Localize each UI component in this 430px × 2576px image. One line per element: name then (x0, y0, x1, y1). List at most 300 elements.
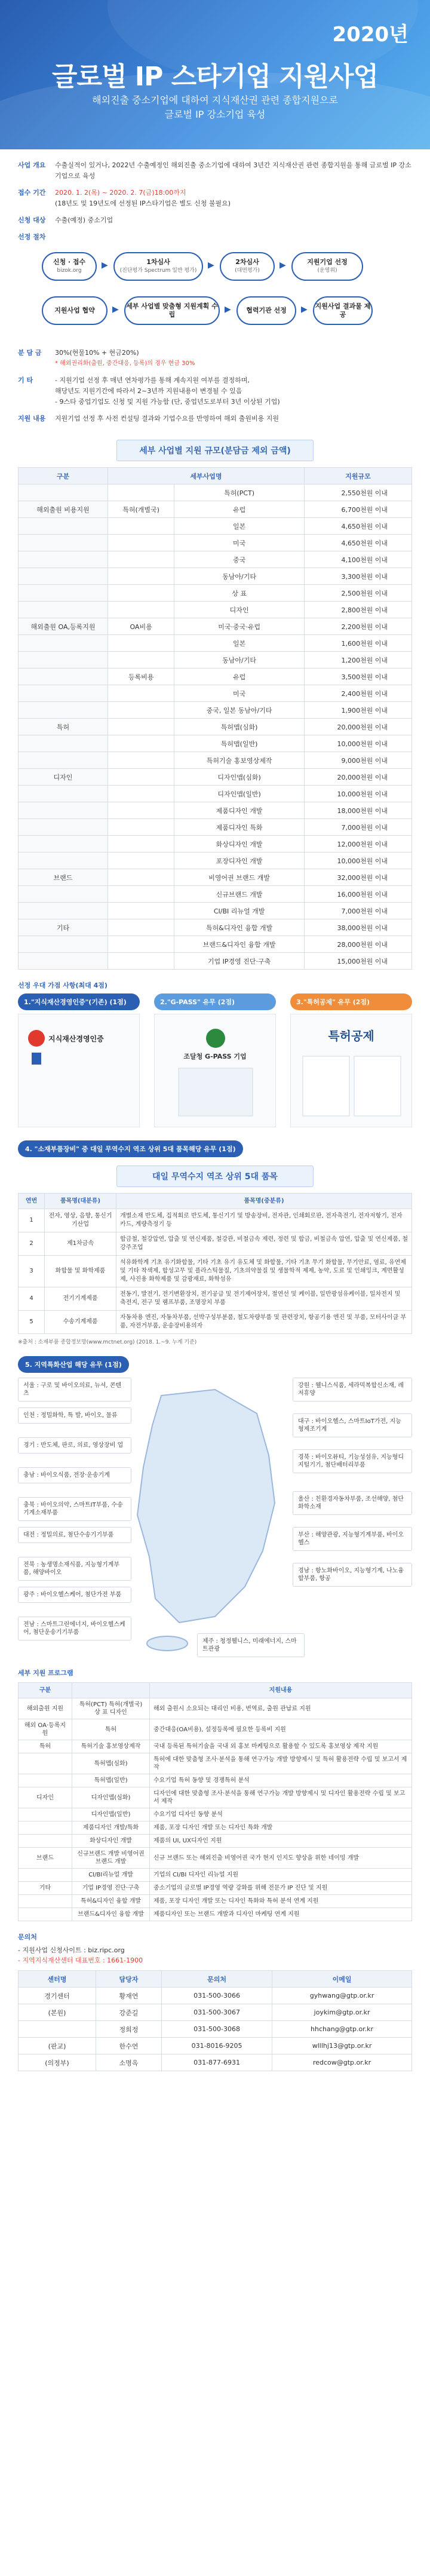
etc-line-1: - 지원기업 선정 후 매년 연차평가를 통해 계속지원 여부를 결정하며, (55, 376, 250, 384)
table-row (19, 886, 412, 903)
hero-subtitle-line-1: 해외진출 중소기업에 대하여 지식재산권 관련 종합지원으로 (92, 94, 338, 106)
major-item-cell: 화합물 및 화학제품 (45, 1256, 116, 1287)
region-incheon: 인천 : 정밀화학, 특 발, 바이오, 물류 (18, 1407, 131, 1424)
region-gwangju: 광주 : 바이오헬스케어, 첨단가전 부품 (18, 1587, 131, 1603)
purpose-text: 수출실적이 있거나, 2022년 수출예정인 해외진출 중소기업에 대하여 3년간 지식재산권 관련 종합지원을 통해 글로벌 IP 강소기업으로 육성 (55, 161, 411, 180)
flow-step-result-label: 지원사업 결과물 제공 (315, 302, 371, 318)
major-item-cell: 전기기계제품 (45, 1287, 116, 1311)
flow-step-selection (291, 252, 363, 281)
description-cell: 중간대응(OA비용), 설정등록에 필요한 등록비 지원 (150, 1719, 412, 1740)
bonus-logo-1-text: 지식재산경영인증 (48, 1035, 104, 1043)
support-amount-cell: 4,100천원 이내 (305, 551, 412, 568)
category-cell (19, 652, 108, 668)
table-header: 구분 (19, 1683, 72, 1698)
ratio-text: 30%(현물10% + 현금20%) (55, 349, 139, 357)
table-row (19, 568, 412, 585)
program-body (19, 1698, 412, 1921)
subcategory-cell (108, 786, 174, 802)
manager-cell: 강준길 (96, 2004, 162, 2021)
category-cell (19, 1774, 72, 1787)
program-cell: 디자인맵(심화) (72, 1787, 150, 1808)
contact-line-2: - 지역지식재산센터 대표번호 : 1661-1900 (18, 1956, 143, 1964)
flow-step-first-review-sub: (진단평가 Spectrum 일반 평가) (119, 268, 197, 274)
table-row (19, 1988, 412, 2004)
description-cell: 수요기업 디자인 동향 분석 (150, 1808, 412, 1821)
support-amount-cell: 7,000천원 이내 (305, 819, 412, 836)
program-name-cell: 특허기술 홍보영상제작 (174, 752, 305, 769)
region-gyeonggi: 경기 : 반도체, 판로, 의료, 영상장비 업 (18, 1437, 131, 1453)
region-gangwon: 강원 : 웰니스식품, 세라믹복합신소재, 레저휴양 (293, 1378, 412, 1402)
support-amount-cell: 16,000천원 이내 (305, 886, 412, 903)
support-scale-table (18, 467, 412, 970)
region-daejeon: 대전 : 정밀의료, 첨단수송기기부품 (18, 1527, 131, 1543)
table-header-row (19, 468, 412, 484)
bonus-doc-2-caption: 2."G-PASS" 유무 (2점) (154, 993, 276, 1010)
region-jeju: 제주 : 청정웰니스, 미래에너지, 스마트관광 (197, 1633, 305, 1657)
index-cell: 3 (19, 1256, 45, 1287)
support-amount-cell: 2,400천원 이내 (305, 685, 412, 702)
table-row (19, 852, 412, 869)
support-scale-body (19, 484, 412, 970)
support-amount-cell: 2,800천원 이내 (305, 602, 412, 618)
ratio-note: * 해외권리화(출원, 중간대응, 등록)의 경우 현금 30% (55, 360, 195, 367)
purpose-label: 사업 개요 (18, 161, 46, 169)
program-name-cell: 포장디자인 개발 (174, 852, 305, 869)
program-name-cell: 브랜드&디자인 융합 개발 (174, 936, 305, 953)
region-gyeongbuk: 경북 : 바이오뷰티, 기능성섬유, 지능형디지털기기, 첨단배터리부품 (293, 1449, 412, 1473)
description-cell: 특허에 대한 맞춤형 조사·분석을 통해 연구가능 개발 방향제시 및 특허 활용전략 수립 및 보고서 제작 (150, 1753, 412, 1774)
program-cell: 특허 (72, 1719, 150, 1740)
certificate-image (18, 1014, 140, 1127)
manager-cell: 한수연 (96, 2038, 162, 2054)
program-cell: 기업 IP경영 진단·구축 (72, 1882, 150, 1895)
table-row (19, 953, 412, 970)
contact-line-1: - 지원사업 신청사이트 : biz.ripc.org (18, 1946, 125, 1954)
category-cell: 해외출원 지원 (19, 1698, 72, 1719)
index-cell: 4 (19, 1287, 45, 1311)
regional-heading: 5. 지역특화산업 해당 유무 (1점) (18, 1356, 129, 1373)
minor-item-cell: 자동차용 엔진, 자동차부품, 선박구성부분품, 철도차량부품 및 관련장치, 항공기용 엔진 및 부품, 모터사이클 부품, 자전거부품, 운송장비용의자 (116, 1311, 412, 1334)
program-cell: 특허(PCT) 특허(개별국) 상 표 디자인 (72, 1698, 150, 1719)
region-busan: 부산 : 해양관광, 지능형기계부품, 바이오헬스 (293, 1527, 412, 1551)
table-row (19, 668, 412, 685)
description-cell: 국내 등록된 특허기술을 국내 외 홍보 마케팅으로 활용할 수 있도록 홍보영상 제작 지원 (150, 1740, 412, 1753)
table-row (19, 685, 412, 702)
support-amount-cell: 1,900천원 이내 (305, 702, 412, 719)
table-row (19, 585, 412, 602)
flow-step-agreement-label: 지원사업 협약 (54, 306, 95, 314)
info-section (0, 149, 430, 252)
region-chungnam: 충남 : 바이오식품, 전장·운송기계 (18, 1467, 131, 1483)
table-row (19, 652, 412, 668)
table-row (19, 1774, 412, 1787)
category-cell (19, 802, 108, 819)
category-cell (19, 752, 108, 769)
category-cell (19, 702, 108, 719)
trade-deficit-table (18, 1193, 412, 1334)
major-item-cell: 제1차금속 (45, 1232, 116, 1256)
target-row (18, 215, 412, 226)
subcategory-cell: 등록비용 (108, 668, 174, 685)
period-label: 접수 기간 (18, 189, 46, 197)
table-row (19, 551, 412, 568)
detail-text: 지원기업 선정 후 사전 컨설팅 결과와 기업수요를 반영하여 해외 출원비용 지원 (55, 415, 279, 422)
description-cell: 해외 출원시 소요되는 대리인 비용, 번역료, 출원 관납료 지원 (150, 1698, 412, 1719)
category-cell (19, 535, 108, 551)
flow-step-plan-label: 세부 사업별 맞춤형 지원계획 수립 (126, 302, 218, 318)
support-amount-cell: 32,000천원 이내 (305, 869, 412, 886)
program-name-cell: 미국 (174, 535, 305, 551)
period-note: (18년도 및 19년도에 선정된 IP스타기업은 별도 신청 불필요) (55, 200, 231, 207)
program-cell: 특허맵(일반) (72, 1774, 150, 1787)
program-name-cell: 동남아/기타 (174, 652, 305, 668)
table-row (19, 769, 412, 786)
bonus-logo-2-text: 조달청 G-PASS 기업 (183, 1053, 247, 1060)
support-amount-cell: 10,000천원 이내 (305, 786, 412, 802)
description-cell: 신규 브랜드 또는 해외진출 비영어권 국가 현지 인지도 향상을 위한 네이밍 개발 (150, 1848, 412, 1869)
category-cell (19, 1869, 72, 1882)
program-name-cell: 제품디자인 개발 (174, 802, 305, 819)
flow-step-selection-sub: (운영위) (317, 268, 337, 274)
category-cell (19, 635, 108, 652)
contact-body (19, 1988, 412, 2071)
contact-section (18, 1932, 412, 2071)
program-name-cell: 유럽 (174, 501, 305, 518)
category-cell: 기타 (19, 1882, 72, 1895)
support-amount-cell: 2,200천원 이내 (305, 618, 412, 635)
table-row (19, 919, 412, 936)
category-cell: 특허 (19, 719, 108, 735)
info-section-2 (0, 345, 430, 434)
program-name-cell: 특허&디자인 융합 개발 (174, 919, 305, 936)
gpass-logo-icon (155, 1014, 276, 1127)
category-cell (19, 1753, 72, 1774)
center-cell (19, 2021, 96, 2038)
category-cell (19, 568, 108, 585)
program-cell: 특허맵(심화) (72, 1753, 150, 1774)
hero-banner (0, 0, 430, 149)
bonus-doc-2 (154, 993, 276, 1127)
description-cell: 제품, 포장 디자인 개발 또는 디자인 특화와 특허 분석 연계 지원 (150, 1895, 412, 1908)
center-cell: (의정부) (19, 2054, 96, 2071)
flow-step-first-review-label: 1차심사 (146, 258, 170, 266)
table-row (19, 602, 412, 618)
flow-step-apply-sub: bizok.org (57, 268, 82, 274)
program-name-cell: 비영어권 브랜드 개발 (174, 869, 305, 886)
table-header: 지원내용 (150, 1683, 412, 1698)
program-name-cell: 특허(PCT) (174, 484, 305, 501)
table-row (19, 1808, 412, 1821)
table-row (19, 802, 412, 819)
program-name-cell: 기업 IP경영 진단·구축 (174, 953, 305, 970)
period-row (18, 188, 412, 209)
table-row (19, 1821, 412, 1835)
table-row (19, 2004, 412, 2021)
table-header: 품목명(대분류) (45, 1194, 116, 1209)
region-ulsan: 울산 : 친환경자동차부품, 조선해양, 첨단화학소재 (293, 1491, 412, 1515)
arrow-right-icon: ▶ (112, 305, 119, 314)
subcategory-cell (108, 719, 174, 735)
table-row (19, 484, 412, 501)
program-name-cell: 유럽 (174, 668, 305, 685)
subcategory-cell (108, 919, 174, 936)
subcategory-cell (108, 702, 174, 719)
table-row (19, 719, 412, 735)
support-amount-cell: 15,000천원 이내 (305, 953, 412, 970)
category-cell (19, 585, 108, 602)
subcategory-cell (108, 551, 174, 568)
table-row (19, 1787, 412, 1808)
category-cell (19, 836, 108, 852)
category-cell (19, 1908, 72, 1921)
category-cell (19, 903, 108, 919)
trade-deficit-section (18, 1140, 412, 1345)
table-row (19, 1209, 412, 1232)
category-cell (19, 551, 108, 568)
program-name-cell: 동남아/기타 (174, 568, 305, 585)
minor-item-cell: 합금철, 철강압연, 압출 및 연신제품, 철강관, 비철금속 제련, 정련 및 합금, 비철금속 압연, 압출 및 연신제품, 철강주조업 (116, 1232, 412, 1256)
table-header-row (19, 1683, 412, 1698)
category-cell (19, 1895, 72, 1908)
table-row (19, 1719, 412, 1740)
table-row (19, 1835, 412, 1848)
program-name-cell: 화상디자인 개발 (174, 836, 305, 852)
category-cell (19, 1835, 72, 1848)
index-cell: 5 (19, 1311, 45, 1334)
table-header: 이메일 (272, 1971, 412, 1988)
trade-deficit-body (19, 1209, 412, 1334)
subcategory-cell (108, 735, 174, 752)
program-name-cell: CI/BI 리뉴얼 개발 (174, 903, 305, 919)
description-cell: 디자인에 대한 맞춤형 조사·분석을 통해 연구가능 개발 방향제시 및 디자인 활용전략 수립 및 보고서 제작 (150, 1787, 412, 1808)
category-cell (19, 484, 108, 501)
major-item-cell: 수송기계제품 (45, 1311, 116, 1334)
phone-cell: 031-500-3066 (162, 1988, 272, 2004)
table-row (19, 1895, 412, 1908)
category-cell: 브랜드 (19, 1848, 72, 1869)
support-amount-cell: 20,000천원 이내 (305, 719, 412, 735)
description-cell: 중소기업의 글로벌 IP경영 역량 강화를 위해 전문가 IP 진단 및 지원 (150, 1882, 412, 1895)
index-cell: 1 (19, 1209, 45, 1232)
support-amount-cell: 6,700천원 이내 (305, 501, 412, 518)
subcategory-cell (108, 652, 174, 668)
subcategory-cell (108, 484, 174, 501)
region-gyeongnam: 경남 : 항노화바이오, 지능형기계, 나노융합부품, 항공 (293, 1563, 412, 1587)
table-header: 품목명(중분류) (116, 1194, 412, 1209)
category-cell (19, 518, 108, 535)
arrow-right-icon: ▶ (102, 260, 108, 270)
category-cell: 디자인 (19, 1787, 72, 1808)
support-amount-cell: 2,550천원 이내 (305, 484, 412, 501)
center-cell: 경기센터 (19, 1988, 96, 2004)
flow-step-selection-label: 지원기업 선정 (307, 258, 348, 266)
support-amount-cell: 3,500천원 이내 (305, 668, 412, 685)
table-row (19, 1256, 412, 1287)
subcategory-cell (108, 769, 174, 786)
subcategory-cell (108, 602, 174, 618)
program-table (18, 1682, 412, 1921)
process-row (18, 232, 412, 243)
support-amount-cell: 1,200천원 이내 (305, 652, 412, 668)
hero-subtitle (0, 93, 430, 122)
table-header: 연번 (19, 1194, 45, 1209)
program-name-cell: 중국, 일본 동남아/기타 (174, 702, 305, 719)
support-amount-cell: 1,600천원 이내 (305, 635, 412, 652)
patent-mutual-aid-image (290, 1014, 412, 1127)
program-section (18, 1668, 412, 1921)
email-cell: hhchang@gtp.or.kr (272, 2021, 412, 2038)
bonus-doc-3-caption: 3."특허공제" 유무 (2점) (290, 993, 412, 1010)
program-name-cell: 중국 (174, 551, 305, 568)
table-row (19, 1753, 412, 1774)
table-row (19, 1698, 412, 1719)
description-cell: 수요기업 특허 동향 및 경쟁특허 분석 (150, 1774, 412, 1787)
support-amount-cell: 4,650천원 이내 (305, 518, 412, 535)
arrow-right-icon: ▶ (301, 305, 308, 314)
table-row (19, 1882, 412, 1895)
table-header-row (19, 1971, 412, 1988)
detail-row (18, 413, 412, 424)
email-cell: wlllhj13@gtp.or.kr (272, 2038, 412, 2054)
table-row (19, 735, 412, 752)
program-name-cell: 특허맵(심화) (174, 719, 305, 735)
flow-step-apply-label: 신청 · 접수 (53, 258, 86, 266)
regional-heading-wrap (18, 1356, 412, 1373)
subcategory-cell (108, 685, 174, 702)
etc-line-2: 해당년도 지원기간에 따라서 2~3년까 지원내용이 변경될 수 있음 (55, 387, 242, 395)
category-cell: 해외 OA·등록지원 (19, 1719, 72, 1740)
region-chungbuk: 충북 : 바이오의약, 스마트IT부품, 수송기계소재부품 (18, 1497, 131, 1521)
etc-line-3: - 9스타 중업기업도 신청 및 지원 가능함 (단, 중업년도로부터 3년 이상된 기업) (55, 398, 280, 406)
description-cell: 제품의 UI, UX디자인 지원 (150, 1835, 412, 1848)
hero-title: 글로벌 IP 스타기업 지원사업 (51, 62, 379, 92)
email-cell: gyhwang@gtp.or.kr (272, 1988, 412, 2004)
phone-cell: 031-877-6931 (162, 2054, 272, 2071)
table-row (19, 786, 412, 802)
region-seoul: 서울 : 구로 및 바이오의료, 뉴셔, 콘텐츠 (18, 1378, 131, 1402)
process-flow (18, 252, 412, 342)
minor-item-cell: 개별소재 반도체, 집적회로 반도체, 통신기기 및 방송장비, 전자관, 인쇄회로판, 전자축전기, 전자저항기, 전자카드, 계량측정기 등 (116, 1209, 412, 1232)
support-scale-title: 세부 사업별 지원 규모(분담금 제외 금액) (116, 440, 314, 461)
subcategory-cell: OA비용 (108, 618, 174, 635)
manager-cell: 정희정 (96, 2021, 162, 2038)
table-row (19, 1287, 412, 1311)
table-header: 센터명 (19, 1971, 96, 1988)
table-header (72, 1683, 150, 1698)
region-daegu: 대구 : 바이오헬스, 스마트IoT가전, 지능형제조기계 (293, 1413, 412, 1437)
region-jeonnam: 전남 : 스마트그린에너지, 바이오헬스케어, 첨단운송기기부품 (18, 1617, 131, 1640)
flow-step-second-review (220, 252, 275, 281)
table-row (19, 1311, 412, 1334)
table-row (19, 2054, 412, 2071)
table-row (19, 618, 412, 635)
minor-item-cell: 석유화학계 기초 유기화합물, 기타 기초 유기 유도체 및 화합물, 기타 기초 무기 화합물, 무기안료, 염료, 유연제 및 기타 착색제, 합성고무 및 플라스틱물질, 기초의약물질 및 생물학적 제제, 농약, 도료 및 인쇄잉크, 계면활성제, 사진용 화학제품 및 감광재료, 화학섬유 (116, 1256, 412, 1287)
table-row (19, 1869, 412, 1882)
bonus-docs (18, 993, 412, 1127)
category-cell (19, 668, 108, 685)
subcategory-cell (108, 886, 174, 903)
ratio-row (18, 348, 412, 369)
trade-deficit-caption: 4. "소재부품장비" 중 대일 무역수지 역조 상위 5대 품목해당 유무 (1점) (18, 1140, 243, 1157)
phone-cell: 031-500-3067 (162, 2004, 272, 2021)
center-cell: (판교) (19, 2038, 96, 2054)
table-row (19, 752, 412, 769)
bonus-doc-1-caption: 1."지식재산경영인증"(기존) (1점) (18, 993, 140, 1010)
program-name-cell: 일본 (174, 635, 305, 652)
subcategory-cell (108, 568, 174, 585)
subcategory-cell (108, 903, 174, 919)
target-text: 수출(예정) 중소기업 (55, 216, 113, 224)
support-amount-cell: 12,000천원 이내 (305, 836, 412, 852)
email-cell: redcow@gtp.or.kr (272, 2054, 412, 2071)
category-cell: 브랜드 (19, 869, 108, 886)
program-heading: 세부 지원 프로그램 (18, 1669, 73, 1677)
table-row (19, 819, 412, 836)
program-name-cell: 일본 (174, 518, 305, 535)
category-cell: 기타 (19, 919, 108, 936)
major-item-cell: 전자, 영상, 음향, 통신기기산업 (45, 1209, 116, 1232)
subcategory-cell: 특허(개별국) (108, 501, 174, 518)
subcategory-cell (108, 585, 174, 602)
bonus-logo-3-text: 특허공제 (328, 1029, 374, 1043)
support-amount-cell: 10,000천원 이내 (305, 735, 412, 752)
category-cell: 특허 (19, 1740, 72, 1753)
program-name-cell: 미국 (174, 685, 305, 702)
korea-map-section (18, 1378, 412, 1656)
category-cell: 디자인 (19, 769, 108, 786)
table-header: 세부사업명 (108, 468, 305, 484)
category-cell (19, 852, 108, 869)
table-header: 담당자 (96, 1971, 162, 1988)
table-row (19, 869, 412, 886)
subcategory-cell (108, 802, 174, 819)
arrow-right-icon: ▶ (280, 260, 286, 270)
program-name-cell: 상 표 (174, 585, 305, 602)
table-row (19, 903, 412, 919)
contact-table (18, 1970, 412, 2071)
arrow-right-icon: ▶ (225, 305, 231, 314)
subcategory-cell (108, 635, 174, 652)
description-cell: 기업의 CI/BI 디자인 리뉴얼 지원 (150, 1869, 412, 1882)
program-name-cell: 디자인 (174, 602, 305, 618)
arrow-right-icon: ▶ (208, 260, 214, 270)
purpose-row (18, 160, 412, 182)
support-amount-cell: 7,000천원 이내 (305, 903, 412, 919)
support-amount-cell: 4,650천원 이내 (305, 535, 412, 551)
program-cell: 디자인맵(일반) (72, 1808, 150, 1821)
bonus-doc-1 (18, 993, 140, 1127)
phone-cell: 031-8016-9205 (162, 2038, 272, 2054)
period-text: 2020. 1. 2(목) ~ 2020. 2. 7(금)18:00까지 (55, 189, 186, 197)
minor-item-cell: 전동기, 발전기, 전기변환장치, 전기공급 및 전기제어장치, 절연선 및 케이블, 일반광섬유케이블, 일차전지 및 축전지, 전구 및 램프부품, 조명장치 부품 (116, 1287, 412, 1311)
program-name-cell: 특허맵(일반) (174, 735, 305, 752)
table-row (19, 635, 412, 652)
table-row (19, 2038, 412, 2054)
description-cell: 제품디자인 또는 브랜드 개발과 디자인 마케팅 연계 지원 (150, 1908, 412, 1921)
ratio-label: 분 담 금 (18, 349, 42, 357)
table-row (19, 1908, 412, 1921)
gpass-image (154, 1014, 276, 1127)
table-row (19, 702, 412, 719)
category-cell (19, 819, 108, 836)
support-amount-cell: 9,000천원 이내 (305, 752, 412, 769)
flow-step-result (313, 296, 373, 325)
program-name-cell: 제품디자인 특화 (174, 819, 305, 836)
table-row (19, 936, 412, 953)
target-label: 신청 대상 (18, 216, 46, 224)
contact-heading: 문의처 (18, 1933, 37, 1941)
category-cell (19, 886, 108, 903)
